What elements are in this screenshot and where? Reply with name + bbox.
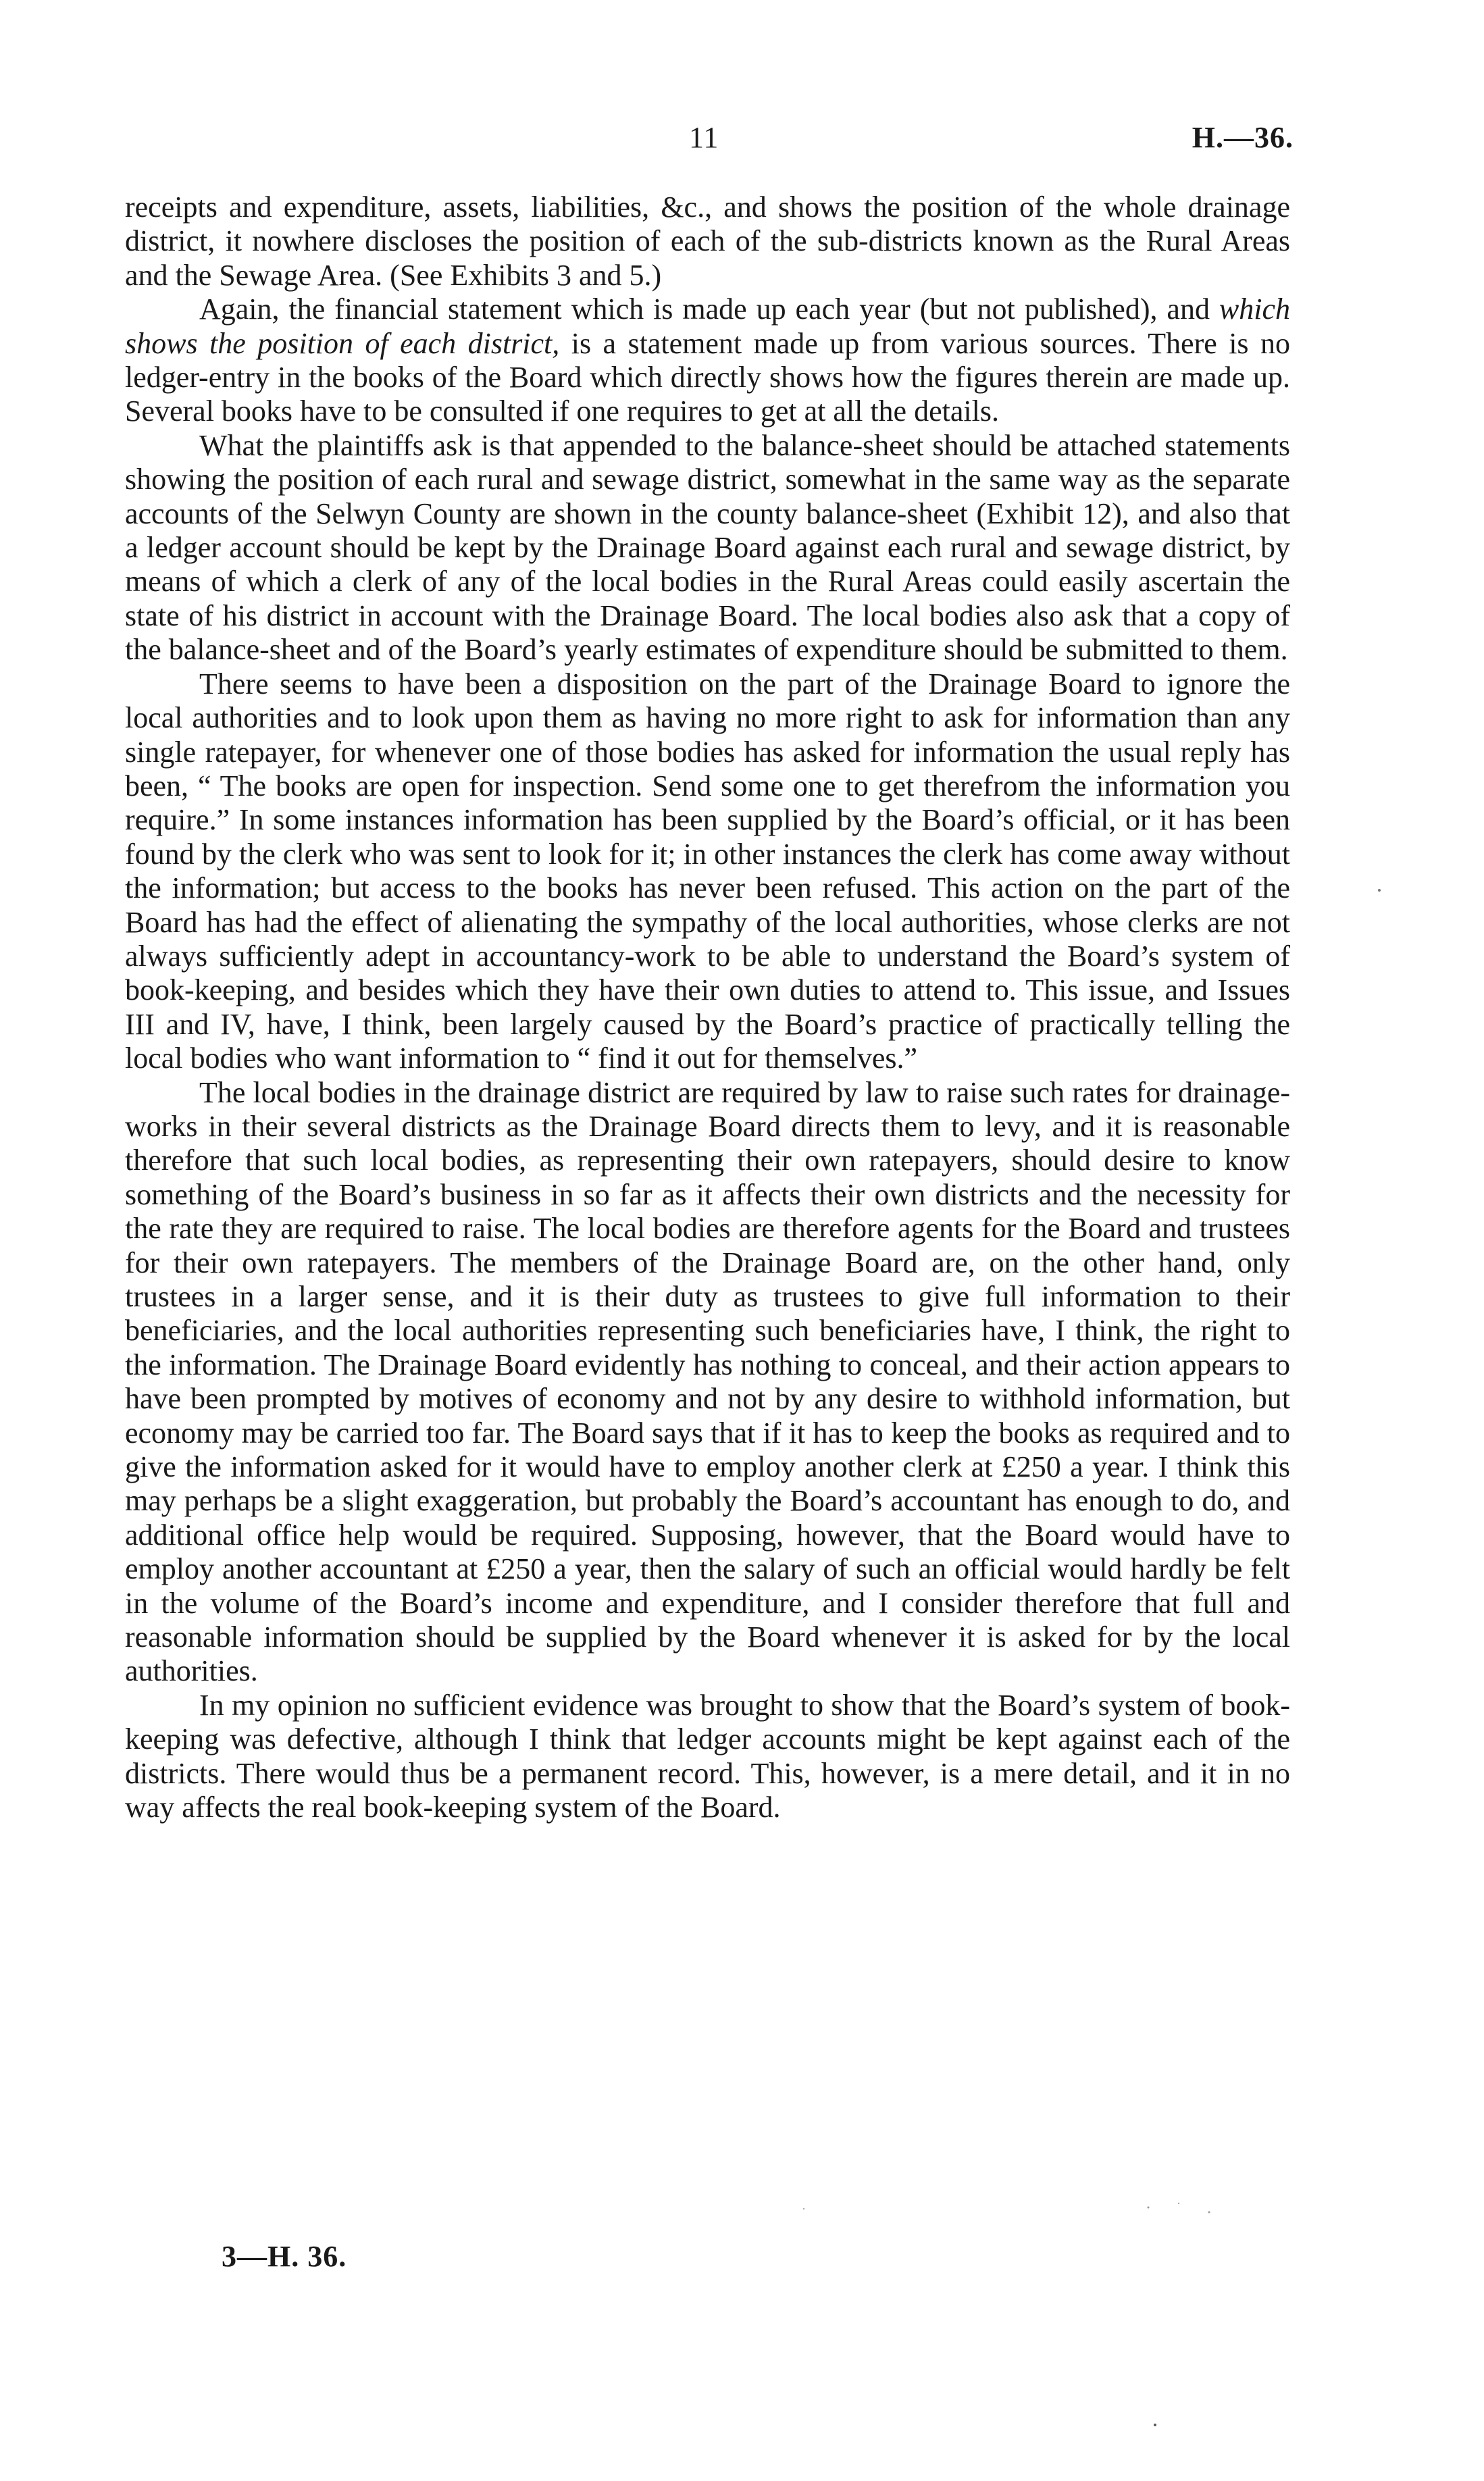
speck — [803, 2208, 804, 2209]
body-text — [125, 190, 1290, 1825]
speck — [1154, 2424, 1156, 2426]
page-number: 11 — [689, 121, 719, 154]
paragraph-text: There seems to have been a disposition on the part of the Drainage Board to ignore the local authorities and to look upon them as having no more right to ask for information than any single ratepayer, for whenever one of those bodies has asked for information the usual reply has been, “ The books are open for inspection. Send some one to get therefrom the information you require.” In some instances information has been supplied by the Board’s official, or it has been found by the clerk who was sent to look for it; in other instances the clerk has come away without the information; but access to the books has never been refused. This action on the part of the Board has had the effect of alienating the sympathy of the local authorities, whose clerks are not always sufficiently adept in accountancy-work to be able to understand the Board’s system of book-keeping, and besides which they have their own duties to attend to. This issue, and Issues III and IV, have, I think, been largely caused by the Board’s practice of practically telling the local bodies who want information to “ find it out for themselves.” — [125, 667, 1290, 1075]
speck — [1148, 2207, 1150, 2209]
paragraph-text: receipts and expenditure, assets, liabilities, &c., and shows the position of the whole drainage district, it nowhere discloses the position of each of the sub-districts known as the Rural Areas and the Sewage Area. (See Exhibits 3 and 5.) — [125, 190, 1290, 292]
paragraph-p1 — [125, 190, 1290, 292]
signature-mark: 3—H. 36. — [222, 2240, 347, 2273]
paragraph-p4 — [125, 667, 1290, 1076]
speck — [1378, 889, 1381, 892]
paragraph-p5 — [125, 1076, 1290, 1689]
document-reference: H.—36. — [1192, 121, 1294, 154]
italic-text: which shows the position of each district, — [125, 292, 1290, 360]
paragraph-p2 — [125, 292, 1290, 429]
paragraph-p3 — [125, 429, 1290, 667]
paragraph-text: The local bodies in the drainage district are required by law to raise such rates for drainage-works in their several districts as the Drainage Board directs them to levy, and it is reasonable therefore that such local bodies, as representing their own ratepayers, should desire to know something of the Board’s business in so far as it affects their own districts and the necessity for the rate they are required to raise. The local bodies are therefore agents for the Board and trustees for their own ratepayers. The members of the Drainage Board are, on the other hand, only trustees in a larger sense, and it is their duty as trustees to give full information to their beneficiaries, and the local authorities representing such beneficiaries have, I think, the right to the information. The Drainage Board evidently has nothing to conceal, and their action appears to have been prompted by motives of economy and not by any desire to withhold information, but economy may be carried too far. The Board says that if it has to keep the books as required and to give the information asked for it would have to employ another clerk at £250 a year. I think this may perhaps be a slight exaggeration, but probably the Board’s accountant has enough to do, and additional office help would be required. Supposing, however, that the Board would have to employ another accountant at £250 a year, then the salary of such an official would hardly be felt in the volume of the Board’s income and expenditure, and I consider therefore that full and reasonable information should be supplied by the Board whenever it is asked for by the local authorities. — [125, 1075, 1290, 1688]
paragraph-text: What the plaintiffs ask is that appended to the balance-sheet should be attached statements showing the position of each rural and sewage district, somewhat in the same way as the separate accounts of the Selwyn County are shown in the county balance-sheet (Exhibit 12), and also that a ledger account should be kept by the Drainage Board against each rural and sewage district, by means of which a clerk of any of the local bodies in the Rural Areas could easily ascertain the state of his district in account with the Drainage Board. The local bodies also ask that a copy of the balance-sheet and of the Board’s yearly estimates of expenditure should be submitted to them. — [125, 428, 1290, 667]
paragraph-text: Again, the financial statement which is made up each year (but not published), and — [199, 292, 1219, 326]
paragraph-text: In my opinion no sufficient evidence was brought to show that the Board’s system of book-keeping was defective, although I think that ledger accounts might be kept against each of the districts. There would thus be a permanent record. This, however, is a mere detail, and it in no way affects the real book-keeping system of the Board. — [125, 1688, 1290, 1824]
paragraph-p6 — [125, 1689, 1290, 1825]
speck — [1178, 2203, 1179, 2204]
speck — [1208, 2211, 1210, 2214]
paragraph-text: is a statement made up from various sources. There is no ledger-entry in the books of the Board which directly shows how the figures therein are made up. Several books have to be consulted if one requires to get at all the details. — [125, 326, 1290, 428]
